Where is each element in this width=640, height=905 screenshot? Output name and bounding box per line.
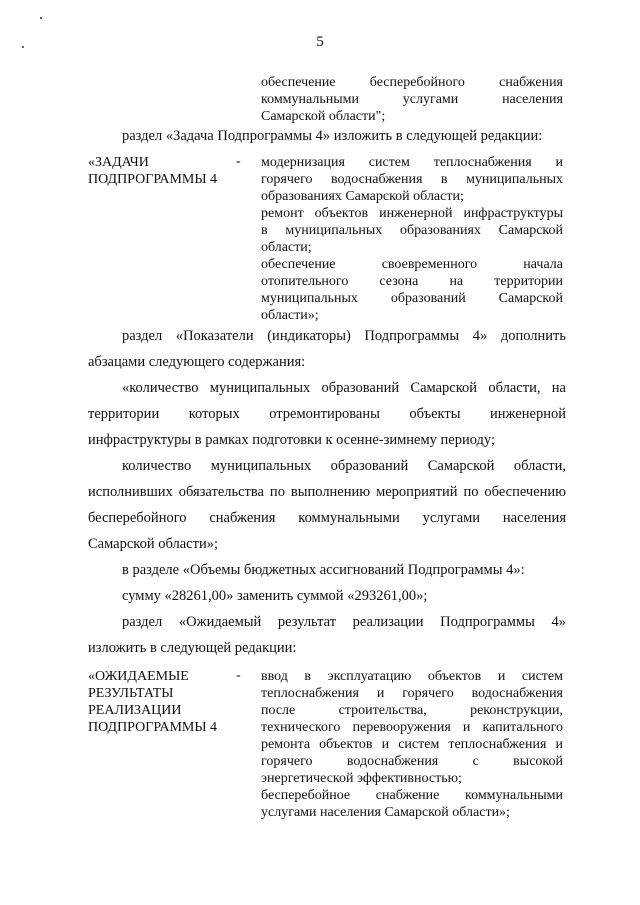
scan-speck — [40, 17, 42, 19]
text-line: ремонта объектов и систем теплоснабжения и — [261, 737, 563, 752]
rezultat-text — [261, 668, 563, 821]
text-line: в разделе «Объемы бюджетных ассигнований Подпрограммы 4»: — [122, 562, 525, 578]
label-line: РЕАЛИЗАЦИИ — [88, 703, 182, 718]
text-line: бесперебойного снабжения коммунальными услугами населения — [88, 510, 566, 526]
text-line: теплоснабжения и горячего водоснабжения — [261, 686, 563, 701]
text-line: области»; — [261, 308, 319, 323]
text-line: раздел «Показатели (индикаторы) Подпрограммы 4» дополнить — [122, 328, 566, 344]
body-text — [88, 323, 566, 661]
text-line: ремонт объектов инженерной инфраструктуры — [261, 206, 563, 221]
paragraph-zadacha-intro: раздел «Задача Подпрограммы 4» изложить в следующей редакции: — [122, 128, 543, 144]
label-line: «ЗАДАЧИ — [88, 155, 149, 170]
label-line: «ОЖИДАЕМЫЕ — [88, 669, 189, 684]
block-continuation — [261, 74, 563, 125]
text-line: раздел «Ожидаемый результат реализации Подпрограммы 4» — [122, 614, 566, 630]
text-line: бесперебойное снабжение коммунальными — [261, 788, 563, 803]
text-line: отопительного сезона на территории — [261, 274, 563, 289]
text-line: после строительства, реконструкции, — [261, 703, 563, 718]
dash: - — [236, 668, 241, 683]
zadacha-label — [88, 154, 217, 188]
text-line: территории которых отремонтированы объекты инженерной — [88, 406, 566, 422]
text-line: образованиях Самарской области; — [261, 189, 464, 204]
text-line: энергетической эффективностью; — [261, 771, 462, 786]
text-line: обеспечение своевременного начала — [261, 257, 563, 272]
zadacha-text — [261, 154, 563, 324]
text-line: сумму «28261,00» заменить суммой «293261,00»; — [122, 588, 428, 604]
text-line: исполнивших обязательства по выполнению мероприятий по обеспечению — [88, 484, 566, 500]
label-line: РЕЗУЛЬТАТЫ — [88, 686, 174, 701]
text-line: модернизация систем теплоснабжения и — [261, 155, 563, 170]
text-line: горячего водоснабжения с высокой — [261, 754, 563, 769]
text-line: горячего водоснабжения в муниципальных — [261, 172, 563, 187]
dash: - — [236, 154, 241, 169]
text-line: изложить в следующей редакции: — [88, 640, 297, 656]
text-line: области; — [261, 240, 312, 255]
text-line: коммунальными услугами населения — [261, 92, 563, 107]
text-line: услугами населения Самарской области»; — [261, 805, 510, 820]
rezultat-label — [88, 668, 217, 736]
text-line: Самарской области»; — [88, 536, 218, 552]
text-line: ввод в эксплуатацию объектов и систем — [261, 669, 563, 684]
label-line: ПОДПРОГРАММЫ 4 — [88, 720, 218, 735]
text-line: Самарской области"; — [261, 109, 386, 124]
text-line: абзацами следующего содержания: — [88, 354, 306, 370]
text-line: обеспечение бесперебойного снабжения — [261, 75, 563, 90]
text-line: технического перевооружения и капитального — [261, 720, 563, 735]
text-line: в муниципальных образованиях Самарской — [261, 223, 563, 238]
text-line: муниципальных образований Самарской — [261, 291, 563, 306]
label-line: ПОДПРОГРАММЫ 4 — [88, 172, 218, 187]
text-line: инфраструктуры в рамках подготовки к осенне-зимнему периоду; — [88, 432, 496, 448]
text-line: количество муниципальных образований Самарской области, — [122, 458, 566, 474]
page-number: 5 — [316, 34, 324, 50]
text-line: «количество муниципальных образований Самарской области, на — [122, 380, 566, 396]
